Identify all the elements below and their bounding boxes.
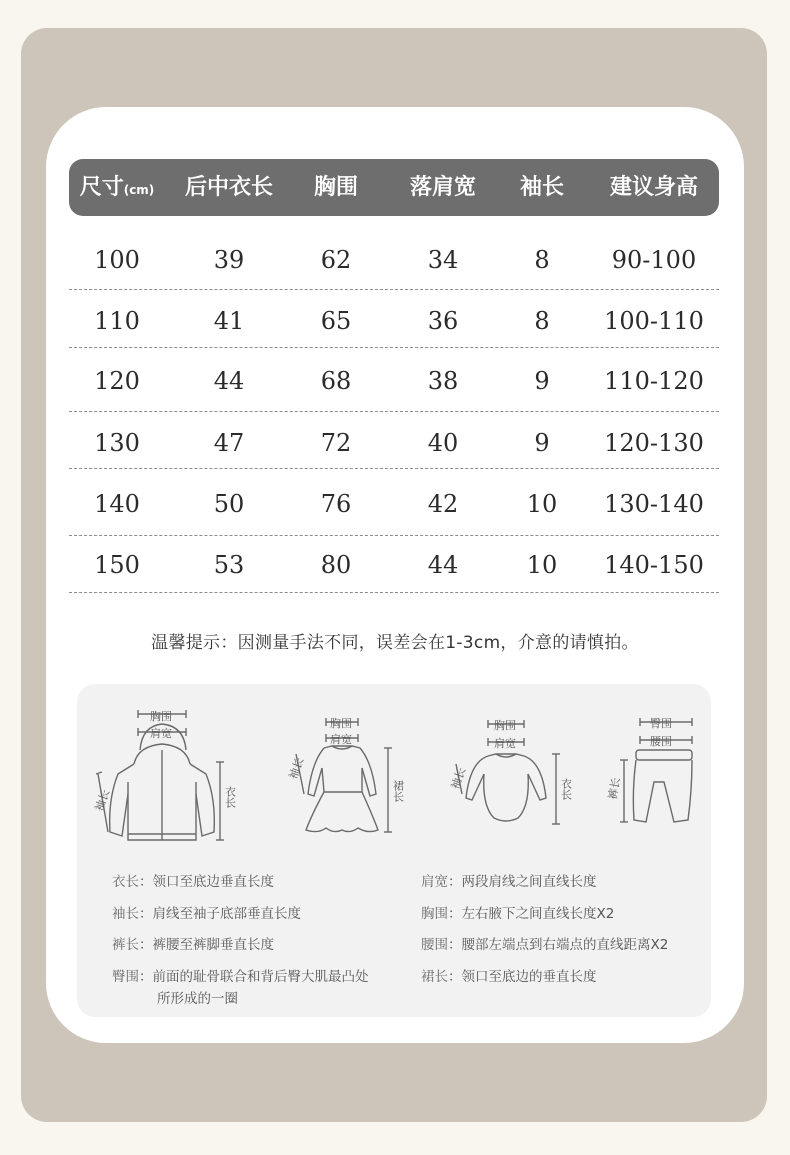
romper-chest-label: 胸围 xyxy=(494,719,516,732)
definition-term: 袖长 xyxy=(112,906,139,922)
cell-back-length: 41 xyxy=(213,307,245,335)
definition-item xyxy=(421,904,614,924)
definition-separator: ： xyxy=(139,874,153,890)
definition-desc: 两段肩线之间直线长度 xyxy=(461,874,597,890)
table-header xyxy=(69,159,719,216)
definition-desc: 肩线至袖子底部垂直长度 xyxy=(152,906,301,922)
table-row xyxy=(69,356,719,406)
header-shoulder: 落肩宽 xyxy=(409,175,476,200)
definition-term: 衣长 xyxy=(112,874,139,890)
cell-chest: 72 xyxy=(320,429,352,457)
romper-sleeve-label: 袖长 xyxy=(448,765,469,792)
definition-term: 裙长 xyxy=(421,969,448,985)
cell-shoulder: 40 xyxy=(427,429,459,457)
pants-length-label: 裤长 xyxy=(606,776,623,801)
row-divider xyxy=(69,411,719,412)
definition-item xyxy=(421,872,597,892)
dress-sleeve-label: 袖长 xyxy=(286,755,307,782)
definition-term: 臀围 xyxy=(112,969,139,985)
row-divider xyxy=(69,347,719,348)
table-row xyxy=(69,296,719,346)
cell-size: 120 xyxy=(94,367,140,395)
romper-shoulder-label: 肩宽 xyxy=(494,737,516,750)
header-back-length: 后中衣长 xyxy=(184,175,273,200)
definition-item xyxy=(421,967,597,987)
table-row xyxy=(69,540,719,590)
romper-length-label: 衣长 xyxy=(559,778,573,800)
definition-desc: 领口至底边的垂直长度 xyxy=(461,969,597,985)
cell-shoulder: 44 xyxy=(427,551,459,579)
definition-desc: 前面的耻骨联合和背后臀大肌最凸处 xyxy=(152,969,369,985)
cell-sleeve: 10 xyxy=(526,551,558,579)
cell-height: 130-140 xyxy=(604,490,704,518)
cell-height: 100-110 xyxy=(604,307,704,335)
header-size: 尺寸(cm) xyxy=(79,175,155,200)
jacket-length-label: 衣长 xyxy=(223,786,237,808)
cell-shoulder: 38 xyxy=(427,367,459,395)
cell-sleeve: 8 xyxy=(534,246,550,274)
dress-length-label: 裙长 xyxy=(391,780,405,802)
definition-desc: 领口至底边垂直长度 xyxy=(152,874,274,890)
definition-separator: ： xyxy=(448,874,462,890)
definition-separator: ： xyxy=(448,969,462,985)
jacket-chest-label: 胸围 xyxy=(150,710,172,723)
definition-item xyxy=(112,935,274,955)
definition-item xyxy=(112,904,301,924)
romper-illustration xyxy=(448,714,578,834)
row-divider xyxy=(69,289,719,290)
cell-sleeve: 9 xyxy=(534,367,550,395)
definition-desc-continued: 所形成的一圈 xyxy=(157,991,238,1007)
dress-illustration xyxy=(286,712,406,842)
cell-height: 140-150 xyxy=(604,551,704,579)
definition-separator: ： xyxy=(139,937,153,953)
definition-separator: ： xyxy=(448,906,462,922)
table-row xyxy=(69,418,719,468)
cell-shoulder: 34 xyxy=(427,246,459,274)
cell-shoulder: 36 xyxy=(427,307,459,335)
cell-sleeve: 9 xyxy=(534,429,550,457)
pants-waist-label: 腰围 xyxy=(650,735,672,748)
definition-term: 裤长 xyxy=(112,937,139,953)
definition-term: 肩宽 xyxy=(421,874,448,890)
cell-shoulder: 42 xyxy=(427,490,459,518)
jacket-illustration xyxy=(88,704,238,854)
dress-shoulder-label: 肩宽 xyxy=(330,733,352,746)
cell-back-length: 47 xyxy=(213,429,245,457)
cell-size: 130 xyxy=(94,429,140,457)
row-divider xyxy=(69,592,719,593)
definition-term: 胸围 xyxy=(421,906,448,922)
jacket-shoulder-label: 肩宽 xyxy=(150,727,172,740)
definition-item xyxy=(112,967,369,987)
jacket-sleeve-label: 袖长 xyxy=(92,787,113,814)
cell-size: 140 xyxy=(94,490,140,518)
definition-item xyxy=(112,872,274,892)
definition-separator: ： xyxy=(448,937,462,953)
cell-size: 110 xyxy=(94,307,140,335)
header-chest: 胸围 xyxy=(313,175,358,200)
table-row xyxy=(69,235,719,285)
definition-desc: 左右腋下之间直线长度X2 xyxy=(461,906,615,922)
cell-height: 90-100 xyxy=(611,246,697,274)
cell-chest: 80 xyxy=(320,551,352,579)
pants-hip-label: 臀围 xyxy=(650,717,672,730)
row-divider xyxy=(69,468,719,469)
dress-chest-label: 胸围 xyxy=(330,717,352,730)
table-row xyxy=(69,479,719,529)
cell-chest: 68 xyxy=(320,367,352,395)
cell-back-length: 44 xyxy=(213,367,245,395)
cell-height: 110-120 xyxy=(604,367,704,395)
cell-back-length: 53 xyxy=(213,551,245,579)
cell-height: 120-130 xyxy=(604,429,704,457)
definition-term: 腰围 xyxy=(421,937,448,953)
header-sleeve: 袖长 xyxy=(519,175,564,200)
cell-size: 100 xyxy=(94,246,140,274)
cell-size: 150 xyxy=(94,551,140,579)
measurement-note: 温馨提示：因测量手法不同，误差会在1-3cm，介意的请慎拍。 xyxy=(151,633,639,653)
definition-separator: ： xyxy=(139,969,153,985)
cell-chest: 76 xyxy=(320,490,352,518)
cell-chest: 62 xyxy=(320,246,352,274)
definition-desc: 裤腰至裤脚垂直长度 xyxy=(152,937,274,953)
pants-illustration xyxy=(606,710,702,830)
definition-separator: ： xyxy=(139,906,153,922)
cell-sleeve: 8 xyxy=(534,307,550,335)
header-height: 建议身高 xyxy=(609,175,698,200)
cell-back-length: 39 xyxy=(213,246,245,274)
definition-desc: 腰部左端点到右端点的直线距离X2 xyxy=(461,937,669,953)
row-divider xyxy=(69,535,719,536)
definition-item xyxy=(421,935,668,955)
cell-chest: 65 xyxy=(320,307,352,335)
cell-back-length: 50 xyxy=(213,490,245,518)
cell-sleeve: 10 xyxy=(526,490,558,518)
